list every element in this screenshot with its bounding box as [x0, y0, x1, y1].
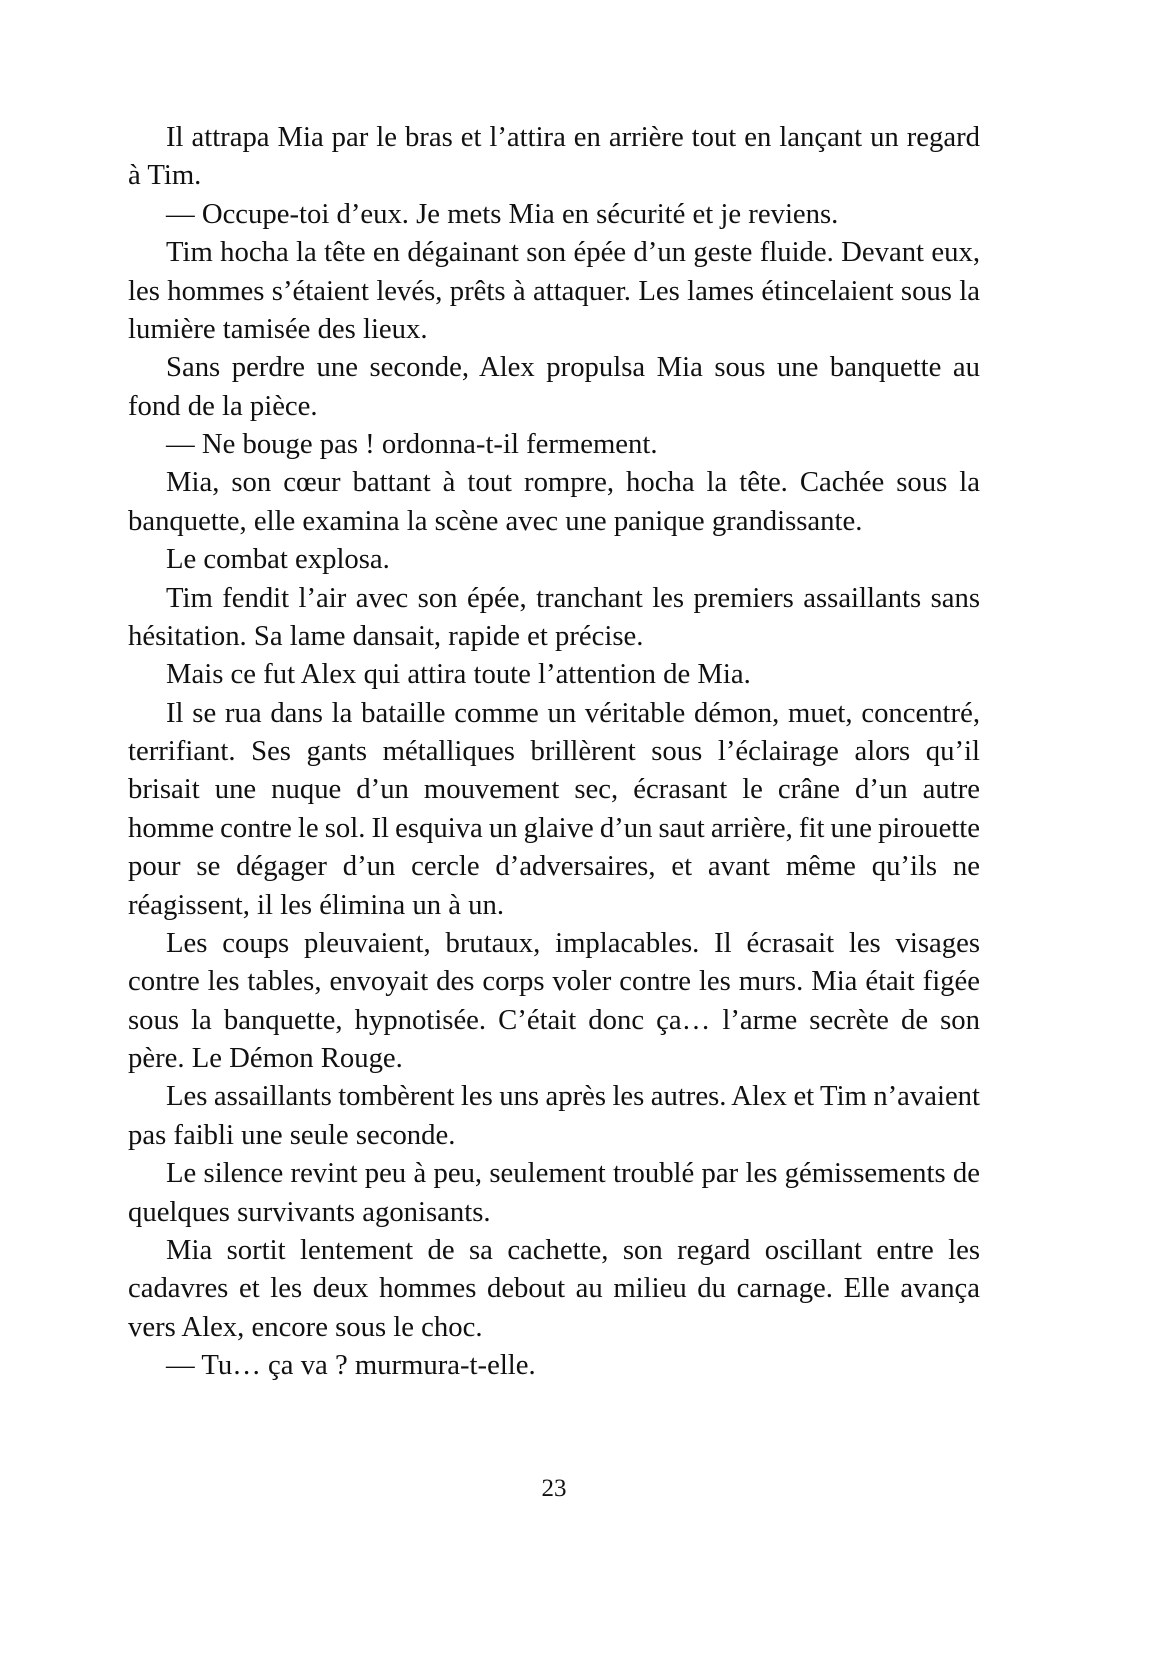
- text-line: pas faibli une seule seconde.: [128, 1118, 456, 1151]
- paragraph-11: [128, 924, 980, 1078]
- text-line: homme contre le sol. Il esquiva un glaive d’un saut arrière, fit une pirouette: [128, 811, 980, 844]
- paragraph-9: [128, 655, 980, 693]
- text-line: banquette, elle examina la scène avec une panique grandissante.: [128, 504, 863, 537]
- dialogue-line: — Occupe-toi d’eux. Je mets Mia en sécurité et je reviens.: [166, 197, 839, 230]
- text-line: réagissent, il les élimina un à un.: [128, 888, 505, 921]
- paragraph-3: [128, 233, 980, 348]
- text-line: quelques survivants agonisants.: [128, 1195, 491, 1228]
- text-line: Il attrapa Mia par le bras et l’attira en arrière tout en lançant un regard: [166, 121, 980, 153]
- text-line: Le combat explosa.: [166, 543, 390, 576]
- paragraph-15: [128, 1346, 980, 1384]
- text-line: Sans perdre une seconde, Alex propulsa Mia sous une banquette au: [166, 351, 980, 384]
- paragraph-1: [128, 118, 980, 195]
- text-line: fond de la pièce.: [128, 389, 318, 422]
- text-line: Mia, son cœur battant à tout rompre, hocha la tête. Cachée sous la: [166, 466, 980, 499]
- text-line: à Tim.: [128, 159, 202, 192]
- paragraph-6: [128, 463, 980, 540]
- text-line: contre les tables, envoyait des corps voler contre les murs. Mia était figée: [128, 965, 980, 998]
- text-line: cadavres et les deux hommes debout au milieu du carnage. Elle avança: [128, 1272, 980, 1305]
- text-line: Tim fendit l’air avec son épée, tranchant les premiers assaillants sans: [166, 581, 980, 614]
- paragraph-8: [128, 579, 980, 656]
- text-line: Le silence revint peu à peu, seulement troublé par les gémissements de: [166, 1157, 980, 1190]
- text-line: vers Alex, encore sous le choc.: [128, 1310, 483, 1343]
- dialogue-line: — Ne bouge pas ! ordonna-t-il fermement.: [166, 428, 658, 460]
- text-line: Mais ce fut Alex qui attira toute l’attention de Mia.: [166, 658, 751, 691]
- text-line: lumière tamisée des lieux.: [128, 312, 428, 345]
- text-line: Mia sortit lentement de sa cachette, son regard oscillant entre les: [166, 1233, 980, 1266]
- paragraph-7: [128, 540, 980, 578]
- text-line: père. Le Démon Rouge.: [128, 1042, 403, 1074]
- paragraph-2: [128, 195, 980, 233]
- paragraph-10: [128, 694, 980, 924]
- text-line: hésitation. Sa lame dansait, rapide et précise.: [128, 619, 644, 652]
- page-number: 23: [541, 1475, 567, 1502]
- text-line: Il se rua dans la bataille comme un véritable démon, muet, concentré,: [166, 696, 980, 729]
- paragraph-14: [128, 1231, 980, 1346]
- text-line: terrifiant. Ses gants métalliques brillèrent sous l’éclairage alors qu’il: [128, 735, 980, 767]
- text-line: les hommes s’étaient levés, prêts à attaquer. Les lames étincelaient sous la: [128, 274, 980, 307]
- text-line: pour se dégager d’un cercle d’adversaires, et avant même qu’ils ne: [128, 850, 980, 883]
- paragraph-5: [128, 425, 980, 463]
- text-line: brisait une nuque d’un mouvement sec, écrasant le crâne d’un autre: [128, 773, 980, 806]
- paragraph-13: [128, 1154, 980, 1231]
- text-line: Tim hocha la tête en dégainant son épée d’un geste fluide. Devant eux,: [166, 236, 980, 269]
- text-line: Les assaillants tombèrent les uns après les autres. Alex et Tim n’avaient: [166, 1080, 980, 1113]
- dialogue-line: — Tu… ça va ? murmura-t-elle.: [166, 1349, 536, 1381]
- text-line: Les coups pleuvaient, brutaux, implacables. Il écrasait les visages: [166, 926, 980, 959]
- paragraph-4: [128, 348, 980, 425]
- body-text: [128, 118, 980, 1384]
- text-line: sous la banquette, hypnotisée. C’était donc ça… l’arme secrète de son: [128, 1003, 980, 1036]
- paragraph-12: [128, 1077, 980, 1154]
